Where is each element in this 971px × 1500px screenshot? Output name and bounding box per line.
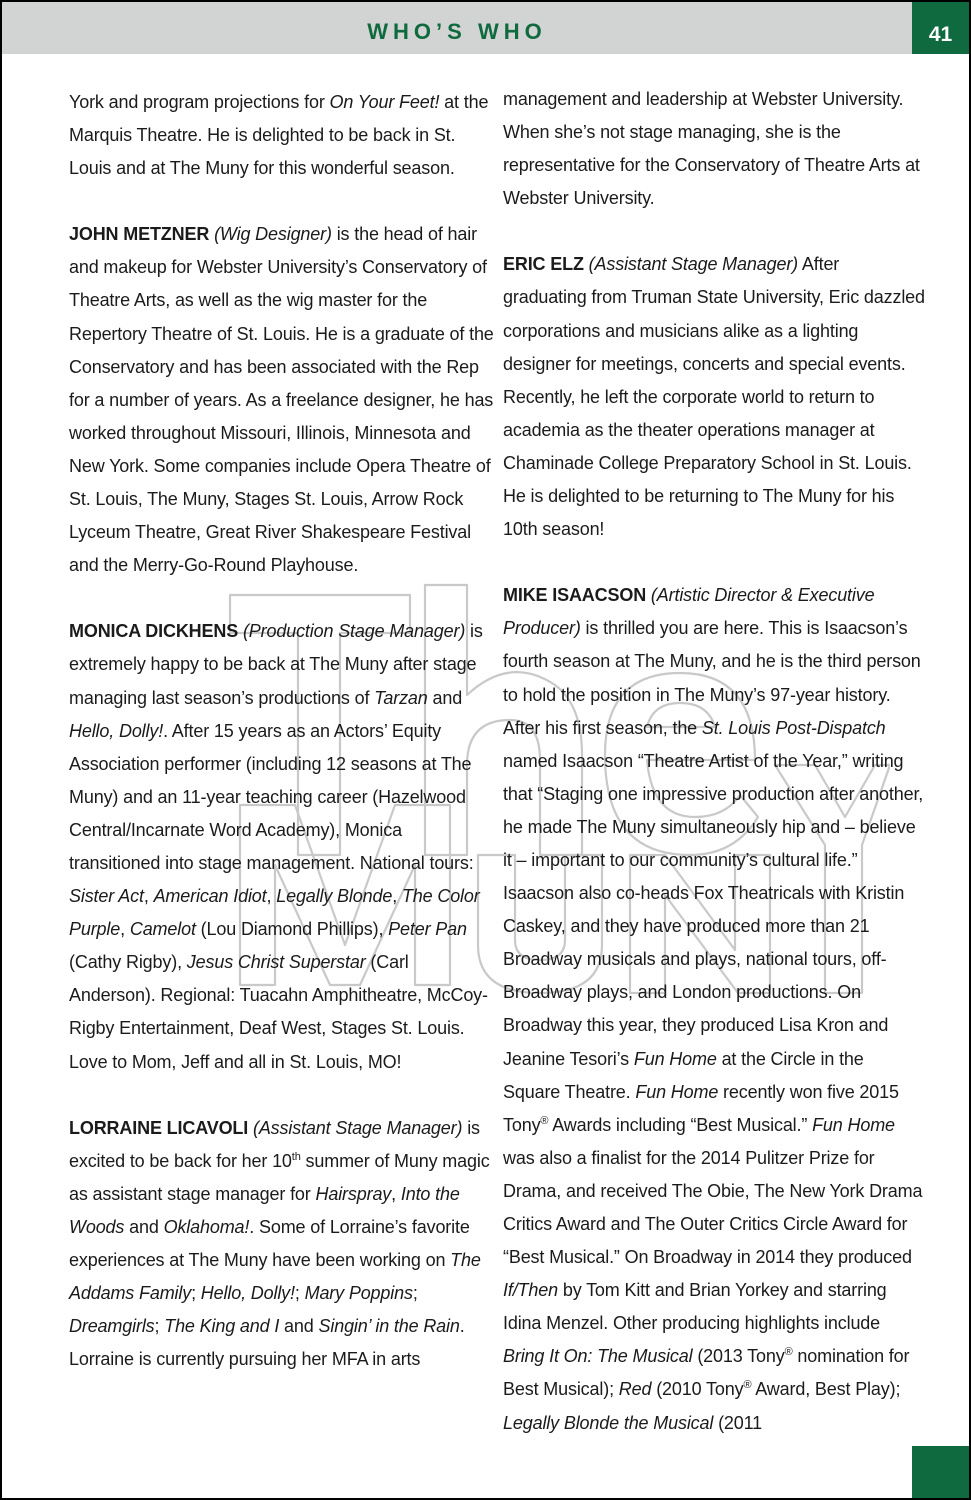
left-column	[69, 86, 494, 1409]
right-column	[503, 83, 925, 1473]
bio-lorraine-licavoli: LORRAINE LICAVOLI (Assistant Stage Manager) is excited to be back for her 10th summer of Muny magic as assistant stage manager for Hairspray, Into the Woods and Oklahoma!. Some of Lorraine’s favorite experiences at The Muny have been working on The Addams Family; Hello, Dolly!; Mary Poppins; Dreamgirls; The King and I and Singin’ in the Rain. Lorraine is currently pursuing her MFA in arts	[69, 1117, 490, 1370]
bio-lorraine-licavoli-continued: management and leadership at Webster University. When she’s not stage managing, she is the representative for the Conservatory of Theatre Arts at Webster University.	[503, 89, 920, 209]
bio-john-metzner: JOHN METZNER (Wig Designer) is the head of hair and makeup for Webster University’s Conservatory of Theatre Arts, as well as the wig master for the Repertory Theatre of St. Louis. He is a graduate of the Conservatory and has been associated with the Rep for a number of years. As a freelance designer, he has worked throughout Missouri, Illinois, Minnesota and New York. Some companies include Opera Theatre of St. Louis, The Muny, Stages St. Louis, Arrow Rock Lyceum Theatre, Great River Shakespeare Festival and the Merry-Go-Round Playhouse.	[69, 224, 494, 576]
bio-continuation-paragraph: York and program projections for On Your Feet! at the Marquis Theatre. He is delighted to be back in St. Louis and at The Muny for this wonderful season.	[69, 92, 489, 179]
page-title: WHO’S WHO	[367, 19, 547, 44]
page-number: 41	[928, 23, 953, 46]
bio-monica-dickhens: MONICA DICKHENS (Production Stage Manager) is extremely happy to be back at The Muny after stage managing last season’s productions of Tarzan and Hello, Dolly!. After 15 years as an Actors’ Equity Association performer (including 12 seasons at The Muny) and an 11-year teaching career (Hazelwood Central/Incarnate Word Academy), Monica transitioned into stage management. National tours: Sister Act, American Idiot, Legally Blonde, The Color Purple, Camelot (Lou Diamond Phillips), Peter Pan (Cathy Rigby), Jesus Christ Superstar (Carl Anderson). Regional: Tuacahn Amphitheatre, McCoy-Rigby Entertainment, Deaf West, Stages St. Louis. Love to Mom, Jeff and all in St. Louis, MO!	[69, 621, 488, 1072]
bio-eric-elz: ERIC ELZ (Assistant Stage Manager) After graduating from Truman State University, Eric dazzled corporations and musicians alike as a lighting designer for meetings, concerts and special events. Recently, he left the corporate world to return to academia as the theater operations manager at Chaminade College Preparatory School in St. Louis. He is delighted to be returning to The Muny for his 10th season!	[503, 254, 925, 540]
bio-mike-isaacson: MIKE ISAACSON (Artistic Director & Executive Producer) is thrilled you are here. This is Isaacson’s fourth season at The Muny, and he is the third person to hold the position in The Muny’s 97-year history. After his first season, the St. Louis Post-Dispatch named Isaacson “Theatre Artist of the Year,” writing that “Staging one impressive production after another, he made The Muny simultaneously hip and – believe it – important to our community’s cultural life.” Isaacson also co-heads Fox Theatricals with Kristin Caskey, and they have produced more than 21 Broadway musicals and plays, national tours, off-Broadway plays, and London productions. On Broadway this year, they produced Lisa Kron and Jeanine Tesori’s Fun Home at the Circle in the Square Theatre. Fun Home recently won five 2015 Tony® Awards including “Best Musical.” Fun Home was also a finalist for the 2014 Pulitzer Prize for Drama, and received The Obie, The New York Drama Critics Award and The Outer Critics Circle Award for “Best Musical.” On Broadway in 2014 they produced If/Then by Tom Kitt and Brian Yorkey and starring Idina Menzel. Other producing highlights include Bring It On: The Musical (2013 Tony® nomination for Best Musical); Red (2010 Tony® Award, Best Play); Legally Blonde the Musical (2011	[503, 585, 924, 1433]
